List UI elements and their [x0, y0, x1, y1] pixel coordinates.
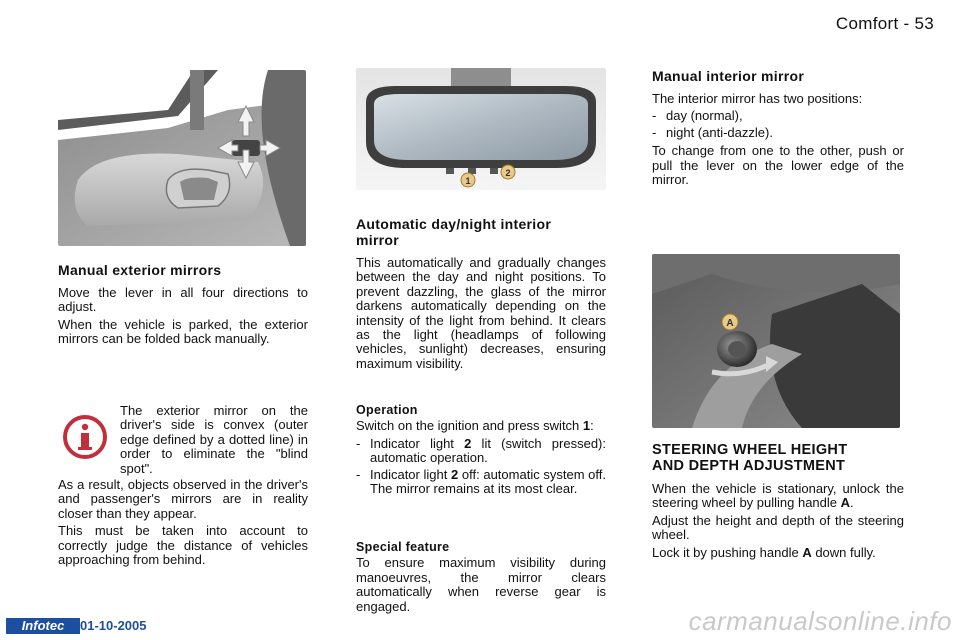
- exterior-mirrors-paragraph: When the vehicle is parked, the exterior mirrors can be folded back manually.: [58, 316, 308, 347]
- special-feature-paragraph: To ensure maximum visibility during manoeuvres, the mirror clears automatically when reverse gear is engaged.: [356, 555, 606, 614]
- info-box-text: [120, 404, 308, 479]
- operation-paragraph: Switch on the ignition and press switch 1:: [356, 418, 594, 434]
- footer-date: 01-10-2005: [80, 618, 147, 633]
- list-item: - Indicator light 2 lit (switch pressed): automatic operation.: [356, 437, 606, 466]
- special-feature-section: [356, 540, 606, 617]
- mirror-label-2: 2: [505, 168, 511, 178]
- mirror-distance-note: [58, 478, 308, 570]
- steering-paragraph-3: Lock it by pushing handle A down fully.: [652, 544, 876, 560]
- steering-handle-photo: [652, 254, 900, 428]
- page-header: [836, 14, 934, 34]
- mirror-positions-list: [652, 109, 904, 140]
- automatic-mirror-title: Automatic day/night interior mirror: [356, 216, 552, 248]
- steering-paragraph-1: When the vehicle is stationary, unlock the steering wheel by pulling handle A.: [652, 481, 904, 511]
- list-item: - day (normal),: [652, 109, 904, 123]
- door-illustration: [58, 70, 306, 246]
- steering-wheel-section: [652, 442, 904, 563]
- automatic-mirror-section: [356, 216, 606, 374]
- operation-section: [356, 403, 606, 500]
- steering-wheel-title: STEERING WHEEL HEIGHT AND DEPTH ADJUSTMENT: [652, 442, 848, 474]
- footer-brand-logo: Infotec: [6, 618, 80, 634]
- operation-list: [356, 437, 606, 497]
- exterior-mirrors-title: Manual exterior mirrors: [58, 262, 222, 278]
- switch-key-1: 1: [582, 418, 591, 434]
- special-feature-title: Special feature: [356, 540, 450, 554]
- automatic-mirror-paragraph: This automatically and gradually changes between the day and night positions. To prevent dazzling, the glass of the mirror darkens automatically depending on the intensity of the light from behind. It clears as the light (headlamps of following vehicles, sunlight) decreases, ensuring maximum visibility.: [356, 255, 606, 371]
- header-separator: -: [898, 14, 915, 33]
- info-icon: [62, 414, 108, 460]
- exterior-mirror-photo: [58, 70, 306, 246]
- mirror-note-paragraph: As a result, objects observed in the driver's and passenger's mirrors are in reality closer than they appear.: [58, 477, 308, 521]
- manual-interior-mirror-title: Manual interior mirror: [652, 68, 805, 84]
- list-item: - night (anti-dazzle).: [652, 126, 904, 140]
- exterior-mirrors-section: [58, 262, 308, 350]
- list-item: - Indicator light 2 off: automatic system off. The mirror remains at its most clear.: [356, 468, 606, 497]
- handle-label-a: A: [726, 318, 734, 329]
- interior-mirror-photo: [356, 68, 606, 190]
- manual-interior-paragraph: To change from one to the other, push or pull the lever on the lower edge of the mirror.: [652, 143, 904, 188]
- page-number: 53: [914, 14, 934, 33]
- operation-title: Operation: [356, 403, 418, 417]
- exterior-mirrors-paragraph: Move the lever in all four directions to adjust.: [58, 285, 308, 315]
- mirror-note-paragraph: This must be taken into account to correctly judge the distance of vehicles approaching from behind.: [58, 523, 308, 568]
- footer-watermark: carmanualsonline.info: [688, 606, 952, 636]
- mirror-label-1: 1: [465, 176, 471, 186]
- info-paragraph: The exterior mirror on the driver's side is convex (outer edge defined by a dotted line) in order to eliminate the "blind spot".: [120, 403, 308, 476]
- steering-paragraph-2: Adjust the height and depth of the steering wheel.: [652, 512, 904, 543]
- manual-interior-mirror-section: [652, 68, 904, 190]
- section-name: Comfort: [835, 14, 899, 33]
- manual-interior-intro: The interior mirror has two positions:: [652, 91, 863, 106]
